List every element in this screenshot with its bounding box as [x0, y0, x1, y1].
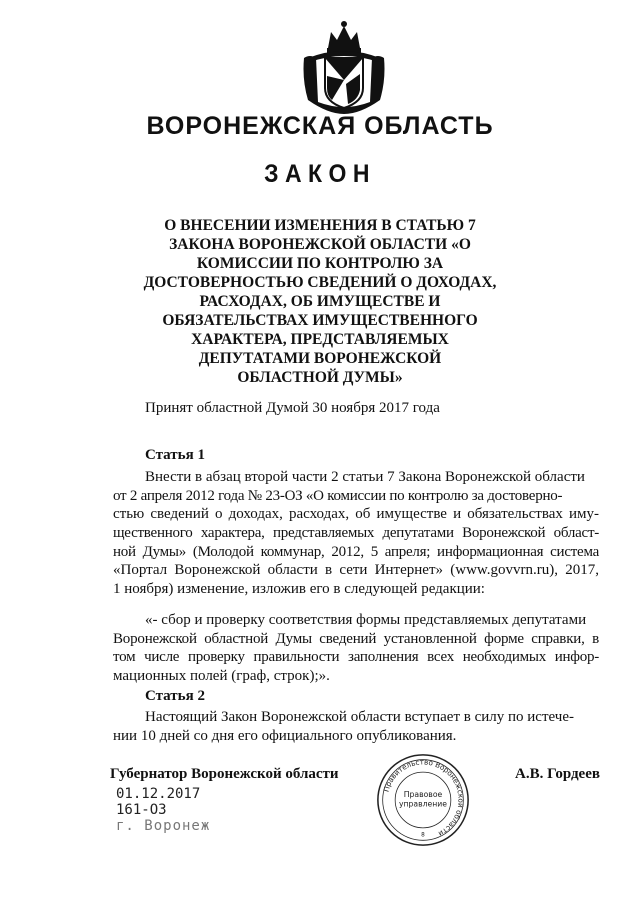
law-title-line: ЗАКОНА ВОРОНЕЖСКОЙ ОБЛАСТИ «О — [169, 236, 471, 253]
article-1-paragraph — [113, 468, 599, 599]
stamp-center-line: управление — [399, 799, 447, 809]
signatory-name: А.В. Гордеев — [515, 766, 600, 782]
law-title-line: РАСХОДАХ, ОБ ИМУЩЕСТВЕ И — [199, 293, 441, 310]
coat-of-arms-icon — [298, 18, 390, 118]
paragraph-line: ной Думы» (Молодой коммунар, 2012, 5 апреля; информационная система — [113, 543, 599, 560]
quote-line: том числе проверку правильности заполнения всех необходимых инфор- — [113, 649, 599, 666]
stamp-mark: 8 — [421, 832, 425, 839]
adoption-line: Принят областной Думой 30 ноября 2017 года — [145, 400, 440, 416]
law-title-line: ДОСТОВЕРНОСТЬЮ СВЕДЕНИЙ О ДОХОДАХ, — [143, 274, 497, 291]
article-2-heading: Статья 2 — [145, 688, 205, 704]
paragraph-line: 1 ноября) изменение, изложив его в следующей редакции: — [113, 581, 485, 598]
paragraph-line: щественного характера, представляемых депутатами Воронежской област- — [113, 525, 599, 542]
document-type-heading: ЗАКОН — [264, 160, 376, 188]
official-stamp — [375, 752, 471, 848]
law-title-line: ДЕПУТАТАМИ ВОРОНЕЖСКОЙ — [198, 350, 442, 367]
region-heading: ВОРОНЕЖСКАЯ ОБЛАСТЬ — [146, 112, 494, 140]
signing-date: 01.12.2017 — [116, 786, 201, 802]
law-title-line: ОБЯЗАТЕЛЬСТВАХ ИМУЩЕСТВЕННОГО — [162, 312, 478, 329]
law-title-line: О ВНЕСЕНИИ ИЗМЕНЕНИЯ В СТАТЬЮ 7 — [164, 217, 476, 234]
stamp-ring-text: Правительство Воронежской области — [381, 757, 466, 839]
quote-line: «- сбор и проверку соответствия формы представляемых депутатами — [145, 612, 587, 628]
paragraph-line: Настоящий Закон Воронежской области вступает в силу по истече- — [145, 709, 574, 725]
paragraph-line: «Портал Воронежской области в сети Интернет» (www.govvrn.ru), 2017, — [113, 562, 599, 579]
amendment-quote — [113, 611, 599, 686]
article-2-paragraph — [113, 708, 599, 745]
law-number: 161-ОЗ — [116, 802, 167, 818]
paragraph-line: стью сведений о доходах, расходах, об имуществе и обязательствах иму- — [113, 506, 599, 523]
law-title — [120, 216, 520, 387]
paragraph-line: нии 10 дней со дня его официального опубликования. — [113, 727, 457, 744]
stamp-center-line: Правовое — [403, 790, 443, 800]
signing-city: г. Воронеж — [116, 818, 211, 834]
paragraph-line: от 2 апреля 2012 года № 23-ОЗ «О комиссии по контролю за достоверно- — [113, 487, 563, 504]
law-title-line: ХАРАКТЕРА, ПРЕДСТАВЛЯЕМЫХ — [191, 331, 449, 348]
law-title-line: КОМИССИИ ПО КОНТРОЛЮ ЗА — [196, 255, 444, 272]
article-1-heading: Статья 1 — [145, 447, 205, 463]
signatory-position: Губернатор Воронежской области — [110, 766, 339, 782]
law-title-line: ОБЛАСТНОЙ ДУМЫ» — [237, 369, 403, 386]
quote-line: Воронежской областной Думы сведений установленной форме справки, в — [113, 630, 599, 647]
quote-line: мационных полей (граф, строк);». — [113, 668, 330, 685]
paragraph-line: Внести в абзац второй части 2 статьи 7 Закона Воронежской области — [145, 469, 585, 485]
